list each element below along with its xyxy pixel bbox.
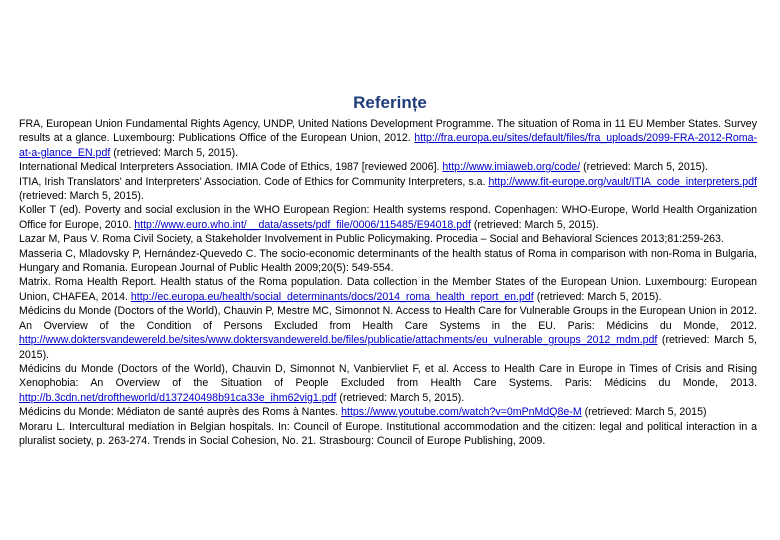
page-title: Referințe <box>353 93 427 112</box>
reference-link[interactable]: http://www.doktersvandewereld.be/sites/www.doktersvandewereld.be/files/publicatie/attachments/eu_vulnerable_groups_2012_mdm.pdf <box>19 334 658 347</box>
reference-item: Koller T (ed). Poverty and social exclusion in the WHO European Region: Health systems respond. Copenhagen: WHO-Europe, World Health Organization Office for Europe, 2010. http://www.euro.who.int/__data/assets/pdf_file/0006/115485/E94018.pdf (retrieved: March 5, 2015). <box>19 204 757 231</box>
reference-item: Matrix. Roma Health Report. Health status of the Roma population. Data collection in the Member States of the European Union. Luxembourg: European Union, CHAFEA, 2014. http://ec.europa.eu/health/social_determinants/docs/2014_roma_health_report_en.pdf (retrieved: March 5, 2015). <box>19 276 757 303</box>
reference-link[interactable]: http://www.euro.who.int/__data/assets/pdf_file/0006/115485/E94018.pdf <box>134 218 471 231</box>
reference-item: ITIA, Irish Translators' and Interpreters' Association. Code of Ethics for Community Interpreters, s.a. http://www.fit-europe.org/vault/ITIA_code_interpreters.pdf (retrieved: March 5, 2015). <box>19 175 757 203</box>
reference-link[interactable]: http://b.3cdn.net/droftheworld/d137240498b91ca33e_ihm62vig1.pdf <box>19 391 337 404</box>
reference-item: Lazar M, Paus V. Roma Civil Society, a Stakeholder Involvement in Public Policymaking. Procedia – Social and Behavioral Sciences 2013;81:259-263. <box>19 233 724 246</box>
reference-item: Médicins du Monde (Doctors of the World), Chauvin P, Mestre MC, Simonnot N. Access to Health Care for Vulnerable Groups in the European Union in 2012. An Overview of the Condition of Persons Excluded from Health Care Systems in the EU. Paris: Médicins du Monde, 2012. http://www.doktersvandewereld.be/sites/www.doktersvandewereld.be/files/publicatie/attachments/eu_vulnerable_groups_2012_mdm.pdf (retrieved: March 5, 2015). <box>19 305 757 361</box>
reference-link[interactable]: http://www.fit-europe.org/vault/ITIA_code_interpreters.pdf <box>488 175 757 188</box>
reference-item: FRA, European Union Fundamental Rights Agency, UNDP, United Nations Development Programme. The situation of Roma in 11 EU Member States. Survey results at a glance. Luxembourg: Publications Office of the European Union, 2012. http://fra.europa.eu/sites/default/files/fra_uploads/2099-FRA-2012-Roma-at-a-glance_EN.pdf (retrieved: March 5, 2015). <box>19 118 757 159</box>
reference-list <box>19 117 757 448</box>
reference-item: International Medical Interpreters Association. IMIA Code of Ethics, 1987 [reviewed 2006]. http://www.imiaweb.org/code/ (retrieved: March 5, 2015). <box>19 161 708 174</box>
reference-link[interactable]: https://www.youtube.com/watch?v=0mPnMdQ8e-M <box>341 406 582 419</box>
reference-item: Masseria C, Mladovsky P, Hernández-Quevedo C. The socio-economic determinants of the health status of Roma in comparison with non-Roma in Bulgaria, Hungary and Romania. European Journal of Public Health 2009;20(5): 549-554. <box>19 247 757 275</box>
reference-link[interactable]: http://www.imiaweb.org/code/ <box>442 161 581 174</box>
reference-item: Médicins du Monde: Médiaton de santé auprès des Roms à Nantes. https://www.youtube.com/watch?v=0mPnMdQ8e-M (retrieved: March 5, 2015) <box>19 406 707 419</box>
reference-item: Médicins du Monde (Doctors of the World), Chauvin D, Simonnot N, Vanbiervliet F, et al. Access to Health Care in Europe in Times of Crisis and Rising Xenophobia: An Overview of the Situation of People Excluded from Health Care Systems. Paris: Médicins du Monde, 2013. http://b.3cdn.net/droftheworld/d137240498b91ca33e_ihm62vig1.pdf (retrieved: March 5, 2015). <box>19 362 757 404</box>
reference-link[interactable]: http://ec.europa.eu/health/social_determinants/docs/2014_roma_health_report_en.pdf <box>130 290 534 303</box>
reference-link[interactable]: http://fra.europa.eu/sites/default/files/fra_uploads/2099-FRA-2012-Roma-at-a-glance_EN.pdf <box>19 132 757 159</box>
reference-item: Moraru L. Intercultural mediation in Belgian hospitals. In: Council of Europe. Institutional accommodation and the citizen: legal and political interaction in a pluralist society, p. 263-274. Trends in Social Cohesion, No. 21. Strasbourg: Council of Europe Publishing, 2009. <box>19 420 757 447</box>
